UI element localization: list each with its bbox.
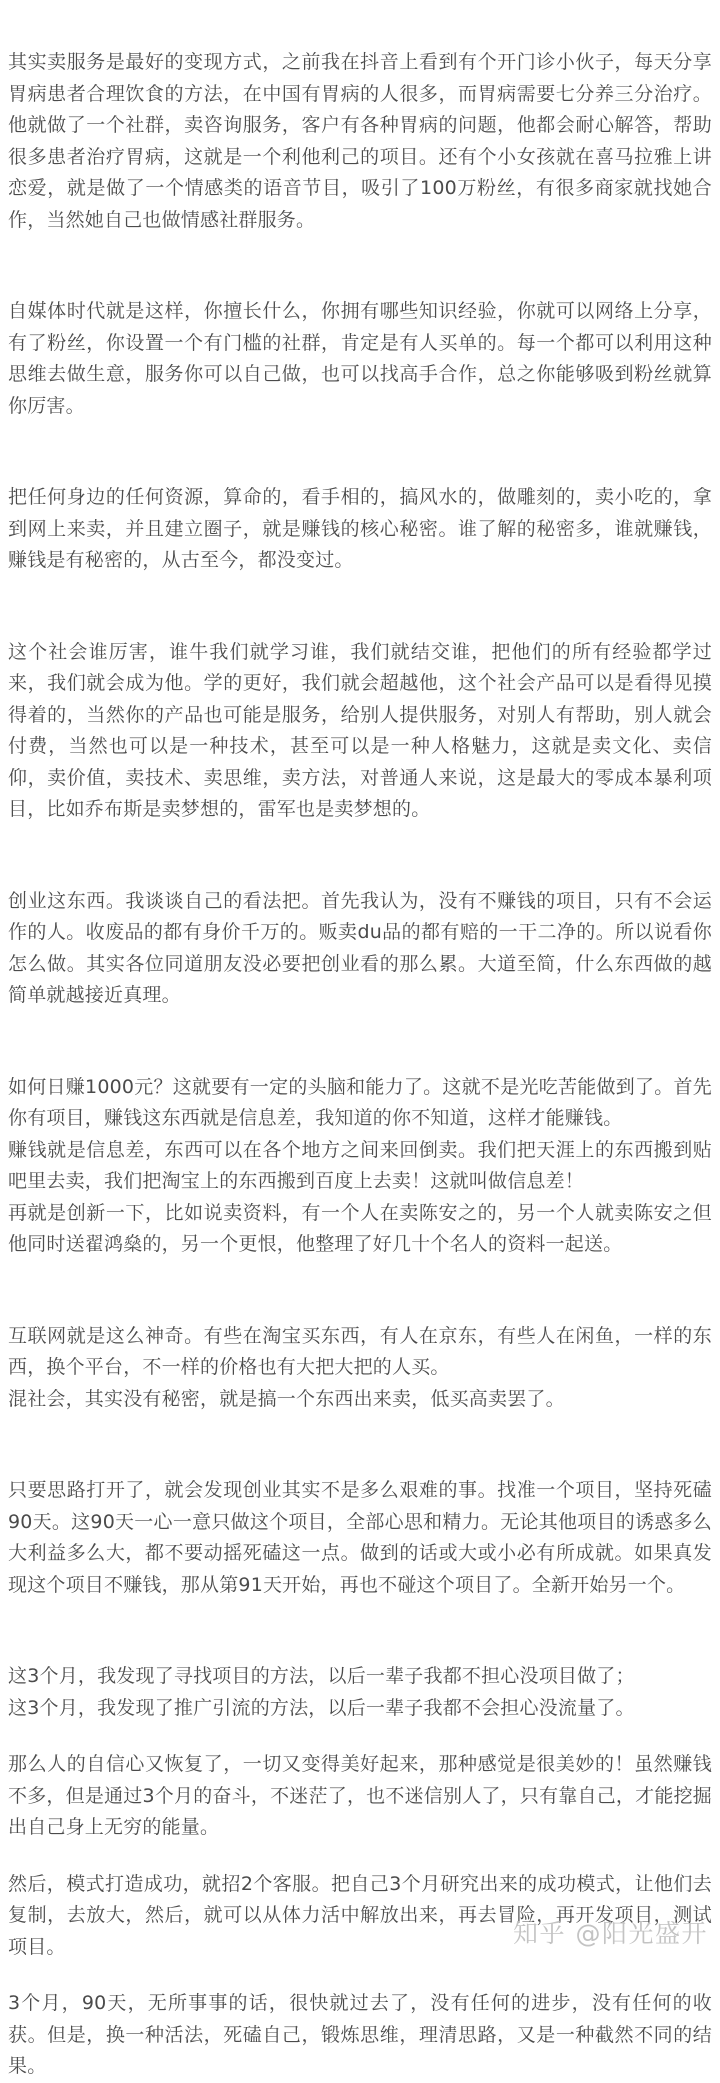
- article-paragraph: [8, 482, 712, 577]
- article-paragraph: [8, 886, 712, 1012]
- text-line: 3个月，90天，无所事事的话，很快就过去了，没有任何的进步，没有任何的收获。但是，换一种活法，死磕自己，锻炼思维，理清思路，又是一种截然不同的结果。: [8, 1992, 712, 2077]
- article-paragraph: [8, 1072, 712, 1261]
- text-line: 互联网就是这么神奇。有些在淘宝买东西，有人在京东，有些人在闲鱼，一样的东西，换个平台，不一样的价格也有大把大把的人买。: [8, 1324, 712, 1378]
- text-line: 然后，模式打造成功，就招2个客服。把自己3个月研究出来的成功模式，让他们去复制，去放大，然后，就可以从体力活中解放出来，再去冒险，再开发项目，测试项目。: [8, 1872, 712, 1958]
- article-paragraph: [8, 1988, 712, 2083]
- article-paragraph: [8, 1321, 712, 1416]
- text-line: 其实卖服务是最好的变现方式，之前我在抖音上看到有个开门诊小伙子，每天分享胃病患者合理饮食的方法，在中国有胃病的人很多，而胃病需要七分养三分治疗。他就做了一个社群，卖咨询服务，客户有各种胃病的问题，他都会耐心解答，帮助很多患者治疗胃病，这就是一个利他利己的项目。还有个小女孩就在喜马拉雅上讲恋爱，就是做了一个情感类的语音节目，吸引了100万粉丝，有很多商家就找她合作，当然她自己也做情感社群服务。: [8, 51, 712, 231]
- text-line: 赚钱就是信息差，东西可以在各个地方之间来回倒卖。我们把天涯上的东西搬到贴吧里去卖，我们把淘宝上的东西搬到百度上去卖！这就叫做信息差！: [8, 1138, 712, 1192]
- text-line: 这个社会谁厉害，谁牛我们就学习谁，我们就结交谁，把他们的所有经验都学过来，我们就会成为他。学的更好，我们就会超越他，这个社会产品可以是看得见摸得着的，当然你的产品也可能是服务，给别人提供服务，对别人有帮助，别人就会付费，当然也可以是一种技术，甚至可以是一种人格魅力，这就是卖文化、卖信仰，卖价值，卖技术、卖思维，卖方法，对普通人来说，这是最大的零成本暴利项目，比如乔布斯是卖梦想的，雷军也是卖梦想的。: [8, 640, 712, 820]
- article-paragraph: [8, 296, 712, 422]
- zhihu-watermark: 知乎 @阳光盛开: [513, 1919, 708, 1948]
- text-line: 创业这东西。我谈谈自己的看法把。首先我认为，没有不赚钱的项目，只有不会运作的人。收废品的都有身价千万的。贩卖du品的都有赔的一干二净的。所以说看你怎么做。其实各位同道朋友没必要把创业看的那么累。大道至简，什么东西做的越简单就越接近真理。: [8, 889, 712, 1006]
- text-line: 自媒体时代就是这样，你擅长什么，你拥有哪些知识经验，你就可以网络上分享，有了粉丝，你设置一个有门槛的社群，肯定是有人买单的。每一个都可以利用这种思维去做生意，服务你可以自己做，也可以找高手合作，总之你能够吸到粉丝就算你厉害。: [8, 300, 712, 417]
- text-line: 那么人的自信心又恢复了，一切又变得美好起来，那种感觉是很美妙的！虽然赚钱不多，但是通过3个月的奋斗，不迷茫了，也不迷信别人了，只有靠自己，才能挖掘出自己身上无穷的能量。: [8, 1753, 712, 1838]
- article-paragraph: [8, 637, 712, 826]
- text-line: 这3个月，我发现了寻找项目的方法，以后一辈子我都不担心没项目做了；: [8, 1665, 635, 1687]
- text-line: 再就是创新一下，比如说卖资料，有一个人在卖陈安之的，另一个人就卖陈安之但他同时送翟鸿燊的，另一个更恨，他整理了好几十个名人的资料一起送。: [8, 1201, 712, 1255]
- text-line: 如何日赚1000元？这就要有一定的头脑和能力了。这就不是光吃苦能做到了。首先你有项目，赚钱这东西就是信息差，我知道的你不知道，这样才能赚钱。: [8, 1075, 712, 1129]
- article-paragraph: [8, 1475, 712, 1601]
- text-line: 这3个月，我发现了推广引流的方法，以后一辈子我都不会担心没流量了。: [8, 1696, 635, 1719]
- text-line: 只要思路打开了，就会发现创业其实不是多么艰难的事。找准一个项目，坚持死磕90天。这90天一心一意只做这个项目，全部心思和精力。无论其他项目的诱惑多么大利益多么大，都不要动摇死磕这一点。做到的话或大或小必有所成就。如果真发现这个项目不赚钱，那从第91天开始，再也不碰这个项目了。全新开始另一个。: [8, 1479, 712, 1596]
- article-paragraph: [8, 1749, 712, 1844]
- text-line: 把任何身边的任何资源，算命的，看手相的，搞风水的，做雕刻的，卖小吃的，拿到网上来卖，并且建立圈子，就是赚钱的核心秘密。谁了解的秘密多，谁就赚钱，赚钱是有秘密的，从古至今，都没变过。: [8, 486, 712, 571]
- article-paragraph: [8, 47, 712, 236]
- text-line: 混社会，其实没有秘密，就是搞一个东西出来卖，低买高卖罢了。: [8, 1387, 565, 1410]
- article-paragraph: [8, 1661, 712, 1724]
- article-paragraph: [8, 1869, 712, 1964]
